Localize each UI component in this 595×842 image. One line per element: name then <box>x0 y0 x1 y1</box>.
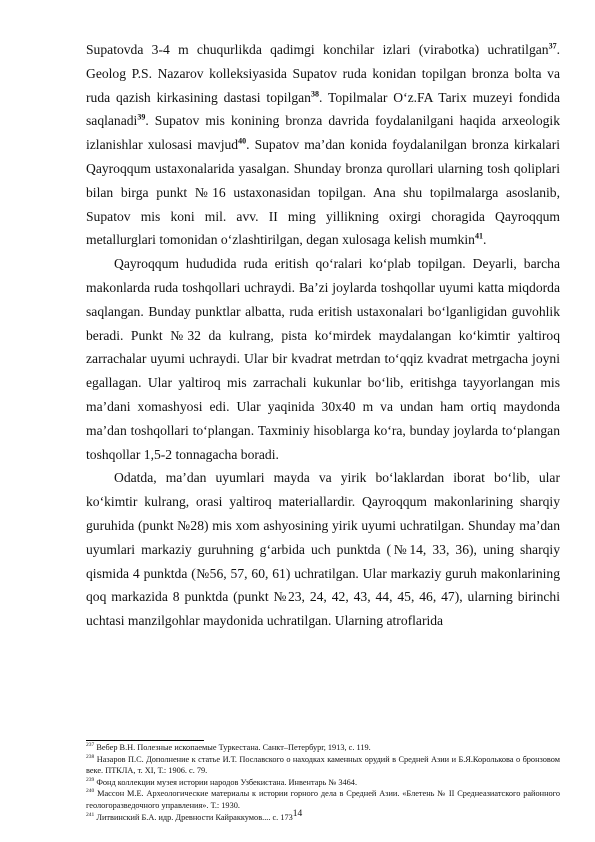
page-number: 14 <box>292 809 303 819</box>
footnote-reference: 38 <box>310 89 319 99</box>
footnote-separator <box>86 740 204 741</box>
footnote: $^{241}$ Литвинский Б.А. идр. Древности Кайраккумов.... с. 173 <box>86 811 293 822</box>
paragraph-1 <box>86 38 560 252</box>
footnote-reference: 39 <box>137 112 146 122</box>
footnote-reference: 37 <box>548 41 557 51</box>
paragraph-2 <box>86 252 560 466</box>
paragraph-text: . Topilmalar O‘z.FA Tarix muzeyi fondida saqlanadi <box>86 89 560 129</box>
footnote: $^{240}$ Массон М.Е. Археологические материалы к истории горного дела в Средней Азии. «Блетень № II Среднеазиатского районного геологоразведочного управления». Т.: 1930. <box>86 788 560 810</box>
paragraph-text: . Supatov ma’dan konida foydalanilgan bronza kirkalari Qayroqqum ustaxonalarida yasalgan. Shunday bronza qurollari ularning tosh qoliplari bilan birga punkt №16 ustaxonasidan topilgan. Ana shu topilmalarga asoslanib, Supatov mis koni mil. avv. II ming yillikning oxirgi choragida Qayroqqum metallurglari tomonidan o‘zlashtirilgan, degan xulosaga kelish mumkin <box>86 137 560 248</box>
page-body <box>86 38 560 633</box>
footnote: $^{237}$ Вебер В.Н. Полезные ископаемые Туркестана. Санкт–Петербург, 1913, с. 119. <box>86 742 371 752</box>
paragraph-text: . Geolog P.S. Nazarov kolleksiyasida Supatov ruda konidan topilgan bronza bolta va ruda qazish kirkasining dastasi topilgan <box>86 42 560 105</box>
paragraph-text: . Supatov mis konining bronza davrida foydalanilgani haqida arxeologik izlanishlar xulosasi mavjud <box>86 113 560 153</box>
paragraph-text: . <box>482 232 487 248</box>
paragraph-3 <box>86 466 560 633</box>
footnote: $^{239}$ Фонд коллекции музея истории народов Узбекистана. Инвентарь № 3464. <box>86 777 358 787</box>
footnote-reference: 40 <box>238 136 247 146</box>
paragraph-text: Odatda, ma’dan uyumlari mayda va yirik bo‘laklardan iborat bo‘lib, ular ko‘kimtir kulrang, orasi yaltiroq materiallardir. Qayroqqum makonlarining sharqiy guruhida (punkt №28) mis xom ashyosining yirik uyumi uchratilgan. Shunday ma’dan uyumlari markaziy guruhning g‘arbida uch punktda (№14, 33, 36), uning sharqiy qismida 4 punktda (№56, 57, 60, 61) uchratilgan. Ular markaziy guruh makonlarining qoq markazida 8 punktda (punkt №23, 24, 42, 43, 44, 45, 46, 47), ularning birinchi uchtasi manzilgohlar maydonida uchratilgan. Ularning atroflarida <box>86 470 560 629</box>
paragraph-text: Qayroqqum hududida ruda eritish qo‘ralari ko‘plab topilgan. Deyarli, barcha makonlarda ruda toshqollari uchraydi. Ba’zi joylarda toshqollar uyumi katta miqdorda saqlangan. Bunday punktlar albatta, ruda eritish ustaxonalari bo‘lganligidan guvohlik beradi. Punkt №32 da kulrang, pista ko‘mirdek maydalangan ko‘kimtir yaltiroq zarrachalar uyumi uchraydi. Ular bir kvadrat metrdan to‘qqiz kvadrat metrgacha joyni egallagan. Ular yaltiroq mis zarrachali kukunlar bo‘lib, eritishga tayyorlangan mis ma’dani xomashyosi edi. Ular yaqinida 30x40 m va undan ham ortiq maydonda ma’dan toshqollari to‘plangan. Taxminiy hisoblarga ko‘ra, bunday joylarda to‘plangan toshqollar 1,5-2 tonnagacha boradi. <box>86 256 560 462</box>
paragraph-text: Supatovda 3-4 m chuqurlikda qadimgi konchilar izlari (virabotka) uchratilgan <box>86 42 549 57</box>
footnote: $^{238}$ Назаров П.С. Дополнение к статье И.Т. Пославского о находках каменных орудий в Средней Азии и Б.Я.Королькова о бронзовом веке. ПТКЛА, т. XI, Т.: 1906. с. 79. <box>86 753 561 776</box>
footnote-reference: 41 <box>474 231 483 241</box>
